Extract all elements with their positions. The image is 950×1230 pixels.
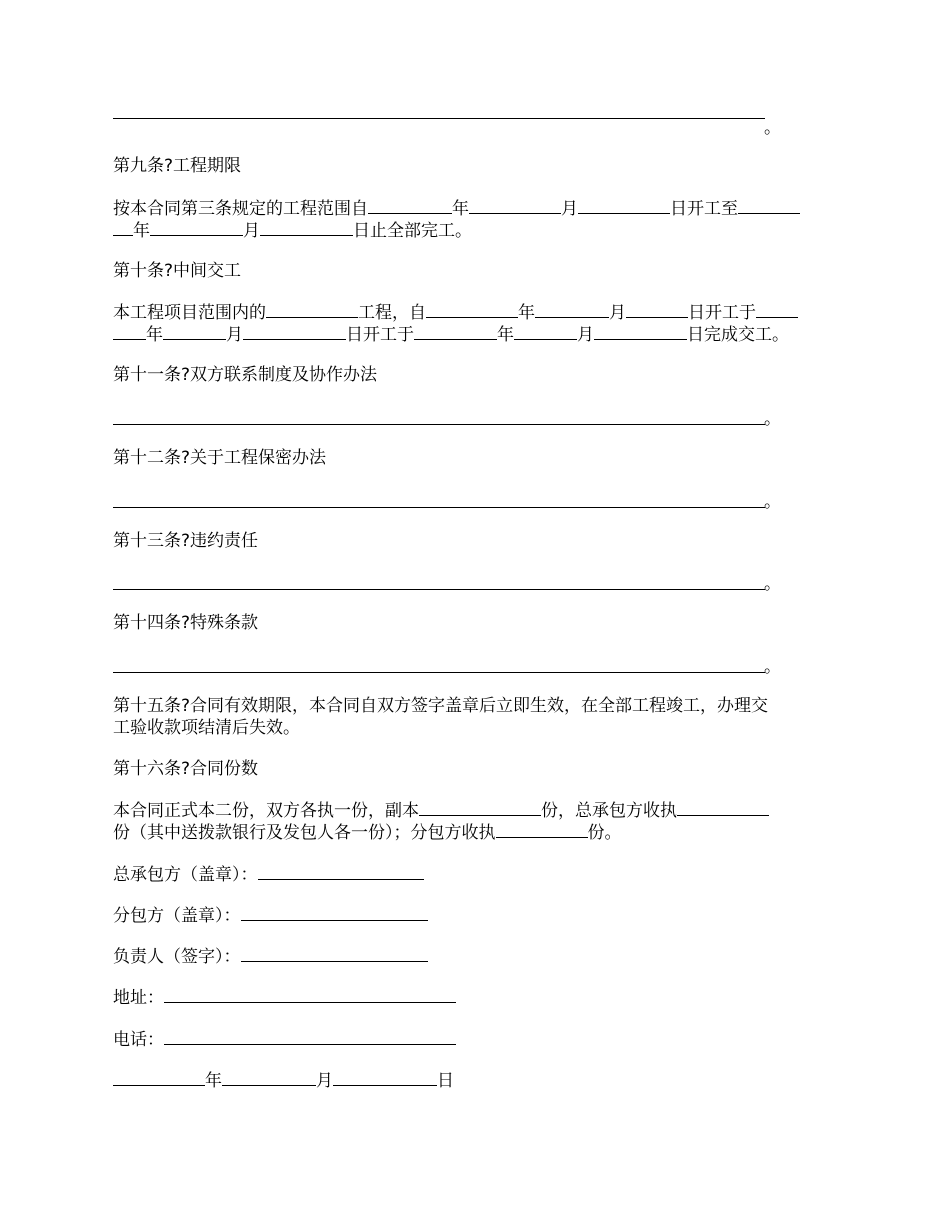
article-10-text-end: 日完成交工。 <box>687 325 789 345</box>
start-year-blank[interactable] <box>426 300 518 318</box>
article-9-heading: 第九条?工程期限 <box>113 156 242 176</box>
full-stop: 。 <box>764 409 781 429</box>
date-month-label: 月 <box>316 1071 333 1091</box>
article-13-blank-line[interactable] <box>113 589 765 590</box>
phone-label: 电话： <box>113 1030 164 1050</box>
month-label: 月 <box>226 325 243 345</box>
start-day-blank[interactable] <box>578 196 670 214</box>
article-10-line-2 <box>113 322 789 346</box>
subcontractor-copies-blank[interactable] <box>496 820 588 838</box>
date-month-field[interactable] <box>222 1068 316 1086</box>
second-month-blank[interactable] <box>163 322 226 340</box>
full-stop: 。 <box>764 492 781 512</box>
subcontractor-seal-field[interactable] <box>241 903 428 921</box>
article-9-text-start: 日开工至 <box>670 199 738 219</box>
year-label: 年 <box>133 221 150 241</box>
second-year-blank-part1[interactable] <box>756 300 798 318</box>
start-year-blank[interactable] <box>368 196 452 214</box>
responsible-person-label: 负责人（签字）： <box>113 947 241 967</box>
finish-month-blank[interactable] <box>514 322 577 340</box>
article-9-line-2 <box>113 218 472 242</box>
article-16-text-end: 份。 <box>587 823 622 843</box>
article-11-blank-line[interactable] <box>113 424 765 425</box>
article-10-text: 本工程项目范围内的 <box>113 303 266 323</box>
phone-row <box>113 1027 456 1051</box>
project-name-blank[interactable] <box>266 300 358 318</box>
start-month-blank[interactable] <box>535 300 609 318</box>
subcontractor-seal-row <box>113 903 428 927</box>
address-field[interactable] <box>164 985 456 1003</box>
general-contractor-copies-blank[interactable] <box>677 798 769 816</box>
article-15-line-2: 工验收款项结清后失效。 <box>113 718 300 738</box>
year-label: 年 <box>146 325 163 345</box>
general-contractor-seal-row <box>113 862 424 886</box>
article-14-heading: 第十四条?特殊条款 <box>113 613 259 633</box>
second-year-blank-part2[interactable] <box>113 322 146 340</box>
article-15-line-1: 第十五条?合同有效期限，本合同自双方签字盖章后立即生效，在全部工程竣工，办理交 <box>113 696 769 716</box>
address-label: 地址： <box>113 988 164 1008</box>
month-label: 月 <box>577 325 594 345</box>
date-row <box>113 1068 454 1092</box>
copies-count-blank[interactable] <box>419 798 541 816</box>
article-9-text-end: 日止全部完工。 <box>353 221 472 241</box>
general-contractor-seal-field[interactable] <box>258 862 424 880</box>
article-16-heading: 第十六条?合同份数 <box>113 759 259 779</box>
article-16-line-2 <box>113 820 622 844</box>
second-day-blank[interactable] <box>243 322 346 340</box>
month-label: 月 <box>561 199 578 219</box>
month-label: 月 <box>243 221 260 241</box>
subcontractor-label: 分包方（盖章）： <box>113 906 241 926</box>
date-year-field[interactable] <box>113 1068 205 1086</box>
full-stop: 。 <box>764 118 781 138</box>
article-10-text-from: 工程，自 <box>358 303 426 323</box>
responsible-person-signature-field[interactable] <box>241 944 428 962</box>
date-day-field[interactable] <box>333 1068 437 1086</box>
year-label: 年 <box>452 199 469 219</box>
end-year-blank-part1[interactable] <box>738 196 800 214</box>
end-day-blank[interactable] <box>260 218 353 236</box>
article-16-text: 本合同正式本二份，双方各执一份，副本 <box>113 801 419 821</box>
address-row <box>113 985 456 1009</box>
article-11-heading: 第十一条?双方联系制度及协作办法 <box>113 365 378 385</box>
end-year-blank-part2[interactable] <box>113 218 133 236</box>
year-label: 年 <box>497 325 514 345</box>
full-stop: 。 <box>764 657 781 677</box>
general-contractor-label: 总承包方（盖章）： <box>113 865 258 885</box>
article-12-heading: 第十二条?关于工程保密办法 <box>113 448 327 468</box>
article-16-text-2: 份，总承包方收执 <box>541 801 677 821</box>
end-month-blank[interactable] <box>150 218 243 236</box>
blank-line-top[interactable] <box>113 118 765 119</box>
article-14-blank-line[interactable] <box>113 672 765 673</box>
article-10-line-1 <box>113 300 798 324</box>
start-day-blank[interactable] <box>626 300 688 318</box>
year-label: 年 <box>518 303 535 323</box>
full-stop: 。 <box>764 574 781 594</box>
article-10-text-start-2: 日开工于 <box>346 325 414 345</box>
phone-field[interactable] <box>164 1027 456 1045</box>
article-9-text: 按本合同第三条规定的工程范围自 <box>113 199 368 219</box>
article-16-text-3: 份（其中送拨款银行及发包人各一份）；分包方收执 <box>113 823 496 843</box>
date-day-label: 日 <box>437 1071 454 1091</box>
finish-day-blank[interactable] <box>594 322 687 340</box>
responsible-person-row <box>113 944 428 968</box>
article-13-heading: 第十三条?违约责任 <box>113 531 259 551</box>
article-9-line-1 <box>113 196 800 220</box>
article-16-line-1 <box>113 798 769 822</box>
start-month-blank[interactable] <box>469 196 561 214</box>
article-12-blank-line[interactable] <box>113 507 765 508</box>
article-10-heading: 第十条?中间交工 <box>113 261 242 281</box>
month-label: 月 <box>609 303 626 323</box>
article-10-text-start: 日开工于 <box>688 303 756 323</box>
finish-year-blank[interactable] <box>414 322 497 340</box>
date-year-label: 年 <box>205 1071 222 1091</box>
